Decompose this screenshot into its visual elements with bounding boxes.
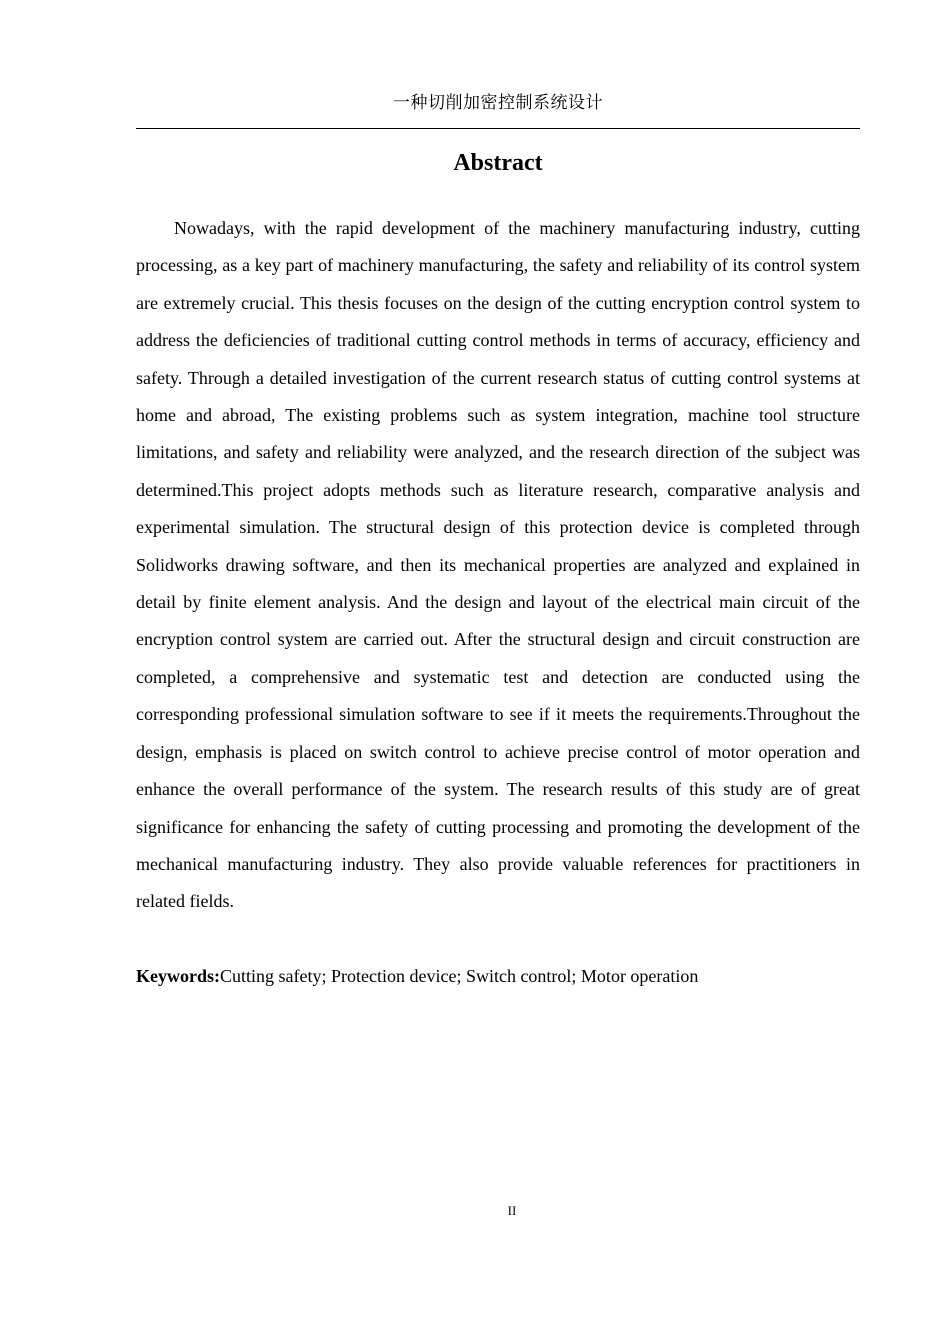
abstract-paragraph: Nowadays, with the rapid development of the machinery manufacturing industry, cutting processing, as a key part of machinery manufacturing, the safety and reliability of its control system are extremely crucial. This thesis focuses on the design of the cutting encryption control system to address the deficiencies of traditional cutting control methods in terms of accuracy, efficiency and safety. Through a detailed investigation of the current research status of cutting control systems at home and abroad, The existing problems such as system integration, machine tool structure limitations, and safety and reliability were analyzed, and the research direction of the subject was determined.This project adopts methods such as literature research, comparative analysis and experimental simulation. The structural design of this protection device is completed through Solidworks drawing software, and then its mechanical properties are analyzed and explained in detail by finite element analysis. And the design and layout of the electrical main circuit of the encryption control system are carried out. After the structural design and circuit construction are completed, a comprehensive and systematic test and detection are conducted using the corresponding professional simulation software to see if it meets the requirements.Throughout the design, emphasis is placed on switch control to achieve precise control of motor operation and enhance the overall performance of the system. The research results of this study are of great significance for enhancing the safety of cutting processing and promoting the development of the mechanical manufacturing industry. They also provide valuable references for practitioners in related fields.: [136, 218, 860, 912]
abstract-heading: Abstract: [453, 150, 543, 176]
keywords-label: Keywords:: [136, 966, 220, 986]
keywords-line: [136, 958, 860, 995]
header-divider: [136, 128, 860, 129]
running-header-title: 一种切削加密控制系统设计: [393, 93, 603, 113]
page-number: II: [507, 1203, 517, 1218]
keywords-text: Cutting safety; Protection device; Switch control; Motor operation: [220, 966, 699, 986]
